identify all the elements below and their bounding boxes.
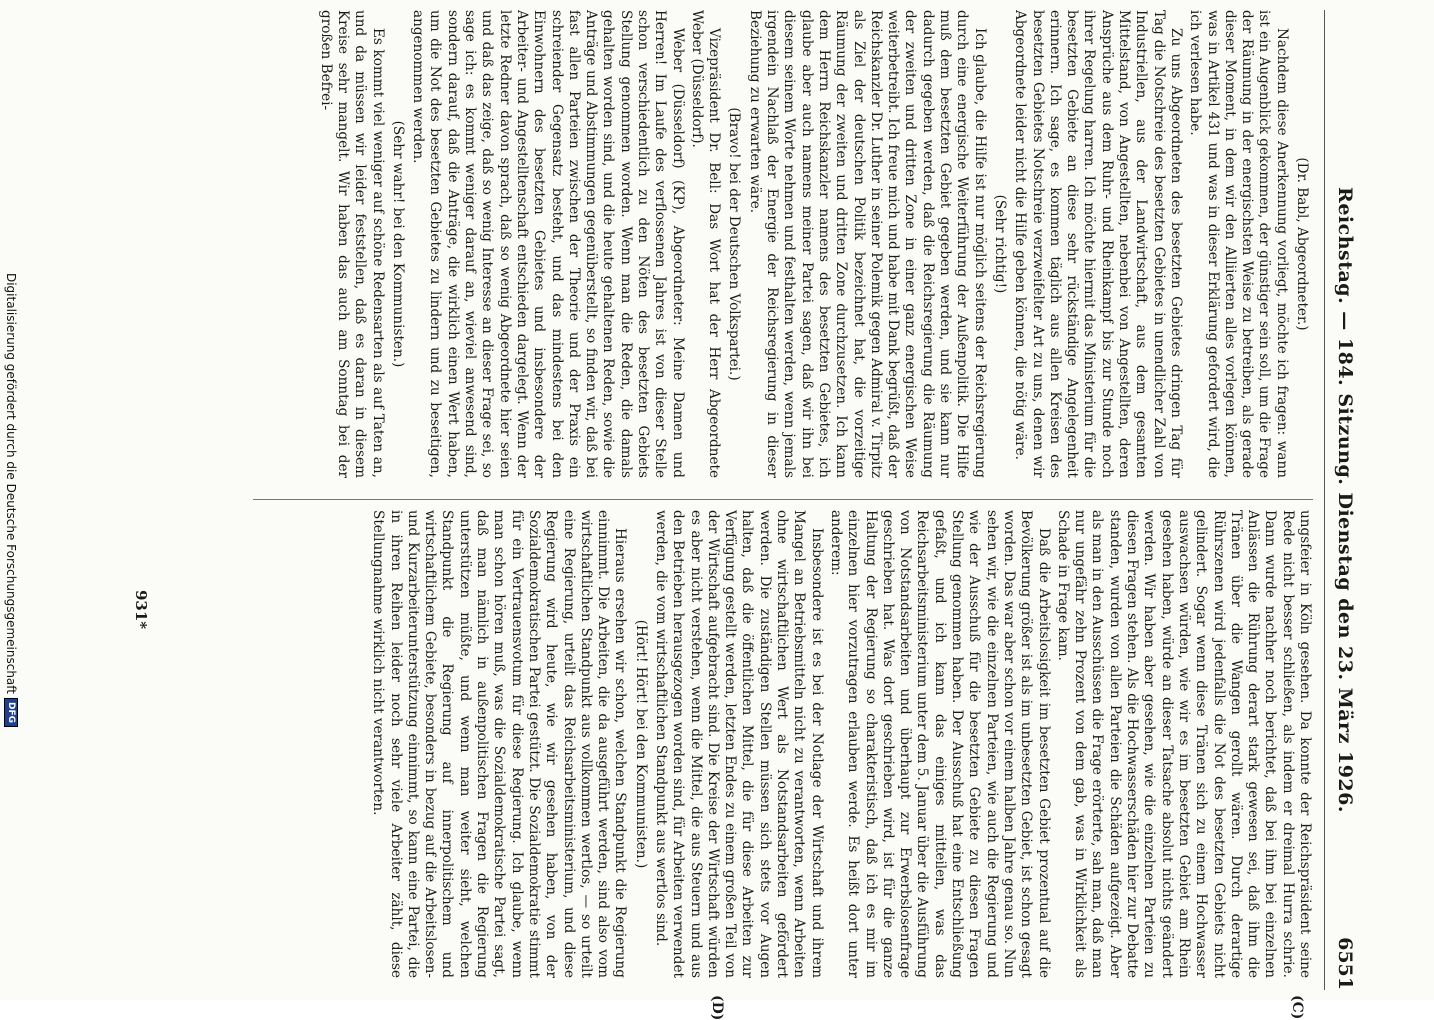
interjection: (Sehr richtig!): [991, 10, 1008, 478]
running-header: [1324, 10, 1365, 990]
digitization-strip: [0, 0, 22, 1000]
paragraph: Daß die Arbeitslosigkeit im besetzten Gebiet prozentual auf die Bevölkerung größer ist als im unbesetzten Gebiet, ist schon gesagt worden. Das war aber schon vor einem halben Jahre genau so. Nun sehen wir, wie die einzelnen Parteien, wie auch die Regierung und wie der Ausschuß für die besetzten Gebiete zu diesen Fragen Stellung genommen haben. Der Ausschuß hat eine Entschließung gefaßt, und ich kann das einiges mitteilen, was das Reichsarbeitsministerium unter dem 5. Januar über die Ausführung von Notstandsarbeiten und überhaupt zur Erwerbslosenfrage geschrieben hat. Was dort geschrieben wird, ist für die ganze Haltung der Regierung so charakteristisch, daß ich es mir im einzelnen hier vorzutragen erlauben werde. Es heißt dort unter anderem:: [827, 510, 1052, 978]
digitization-note: Digitalisierung gefördert durch die Deutsche Forschungsgemeinschaft: [4, 273, 18, 694]
digitization-credit: [4, 273, 18, 727]
header-title: Reichstag. — 184. Sitzung. Dienstag den 23. März 1926.: [1334, 90, 1356, 910]
paragraph: Hieraus ersehen wir schon, welchen Standpunkt die Regierung einnimmt. Die Arbeiten, die da ausgeführt werden, sind also vom wirtschaftlichen Standpunkt aus vollkommen wertlos, — so urteilt eine Regierung, urteilt das Reichsarbeitsministerium, und diese Regierung wird heute, wie wir gesehen haben, von der Sozialdemokratischen Partei gestützt. Die Sozialdemokratie stimmt für ein Vertrauensvotum für diese Regierung. Ich glaube, wenn man schon hören muß, was die Sozialdemokratische Partei sagt, daß man nämlich in außenpolitischen Fragen die Regierung unterstützen müßte, und wenn man weiter sieht, welchen Standpunkt die Regierung auf innerpolitischem und wirtschaftlichem Gebiete, besonders in bezug auf die Arbeitslosen- und Kurzarbeiterunterstützung einnimmt, so kann eine Partei, die in ihren Reihen leider noch sehr viele Arbeiter zählt, diese Stellungnahme wirklich nicht verantworten.: [369, 510, 628, 978]
interjection: (Dr. Babl, Abgeordneter.): [1293, 10, 1310, 478]
right-column: [173, 510, 1313, 978]
footer-page-code: 931*: [132, 590, 150, 629]
interjection: (Bravo! bei der Deutschen Volkspartei.): [725, 10, 742, 478]
margin-mark-c: (C): [1289, 995, 1305, 1019]
column-divider: [253, 499, 1313, 500]
paragraph: Weber (Düsseldorf) (KP), Abgeordneter: Meine Damen und Herren! Im Laufe des verflossenen Jahres ist von dieser Stelle schon verschiedentlich zu den Nöten des besetzten Gebiets Stellung genommen worden. Wenn man die Reden, die damals gehalten worden sind, und die heute gehaltenen Reden, sowie die Anträge und Abstimmungen gegenüberstellt, so finden wir, daß bei fast allen Parteien zwischen der Theorie und der Praxis ein schreiender Gegensatz besteht, und das mindestens bei den Einwohnern des besetzten Gebietes und insbesondere der Arbeiter- und Angestelltenschaft entschieden dargelegt. Wenn der letzte Redner davon sprach, daß so wenig Abgeordnete hier seien und daß das zeige, daß so wenig Interesse an dieser Frage sei, so sage ich: es kommt weniger darauf an, wieviel anwesend sind, sondern darauf, daß die Anträge, die wirklich einen Wert haben, um die Not des besetzten Gebietes zu lindern und zu beseitigen, angenommen werden.: [409, 10, 686, 478]
paragraph: Zu uns Abgeordneten des besetzten Gebietes dringen Tag für Tag die Notschreie des besetzten Gebietes in unendlicher Zahl von Industriellen, aus der Landwirtschaft, aus dem gesamten Mittelstand, von Angestellten, nebenbei von Angestellten, deren Ansprüche aus dem Ruhr- und Rheinkampf bis zur Stunde noch ihrer Regelung harren. Ich möchte hiermit das Ministerium für die besetzten Gebiete an diese sehr rückständige Angelegenheit erinnern. Ich sage, es kommen täglich aus allen Kreisen des besetzten Gebietes Notschreie verzweifelter Art zu uns, denen wir Abgeordnete leider nicht die Hilfe geben können, die nötig wäre.: [1011, 10, 1184, 478]
paragraph: ungsfeier in Köln gesehen. Da konnte der Reichspräsident seine Rede nicht besser schließen, als indem er dreimal Hurra schrie. Dann wurde nachher noch berichtet, daß bei ihm bei einzelnen Anlässen die Rührung derart stark gewesen sei, daß ihm die Tränen über die Wangen gerollt wären. Durch derartige Rührszenen wird jedenfalls die Not des besetzten Gebiets nicht gelindert. Sogar wenn diese Tränen sich zu einem Hochwasser auswachsen würden, wie wir es im besetzten Gebiet am Rhein gesehen haben, würde an dieser Tatsache absolut nichts geändert werden. Wir haben aber gesehen, wie die einzelnen Parteien zu diesen Fragen stehen. Als die Hochwasserschäden hier zur Debatte standen, wurden von allen Parteien die Schäden aufgezeigt. Aber als man in den Ausschüssen die Frage erörterte, sah man, daß man nur ungefähr zehn Prozent von dem gab, was in Wirklichkeit als Schade in Frage kam.: [1054, 510, 1313, 978]
dfg-logo: DFG: [4, 698, 18, 727]
margin-mark-b: [709, 0, 725, 1]
page-number: 6551: [1334, 910, 1356, 990]
paragraph: Ich glaube, die Hilfe ist nur möglich seitens der Reichsregierung durch eine energische Weiterführung der Außenpolitik. Die Hilfe muß dem besetzten Gebiet gegeben werden, und sie kann nur dadurch gegeben werden, daß die Reichsregierung die Räumung der zweiten und dritten Zone in einer ganz energischen Weise weiterbetreibt. Ich freue mich und habe mit Dank begrüßt, daß der Reichskanzler Dr. Luther in seiner Polemik gegen Admiral v. Tirpitz als Ziel der deutschen Politik bezeichnet hat, die vorzeitige Räumung der zweiten und dritten Zone durchzusetzen. Ich kann dem Herrn Reichskanzler namens des besetzten Gebietes, ich glaube aber auch namens meiner Partei sagen, daß wir ihn bei diesem seinem Worte nehmen und festhalten werden, wenn jemals irgendein Nachlaß der Energie der Reichsregierung in dieser Beziehung zu erwarten wäre.: [746, 10, 988, 478]
left-column: [173, 10, 1313, 478]
interjection: (Hört! Hört! bei den Kommunisten.): [631, 510, 648, 978]
interjection: (Sehr wahr! bei den Kommunisten.): [389, 10, 406, 478]
paragraph: Nachdem diese Anerkennung vorliegt, möchte ich fragen: wann ist ein Augenblick gekommen, der günstiger sein soll, um die Frage der Räumung in der energischsten Weise zu betreiben, als gerade dieser Moment, in dem wir den Alliierten alles vorlegen können, was in Artikel 431 und was in dieser Erklärung gefordert wird, die ich verlesen habe.: [1186, 10, 1290, 478]
paragraph: Insbesondere ist es bei der Notlage der Wirtschaft und ihrem Mangel an Betriebsmitteln nicht zu verantworten, wenn Arbeiten ohne wirtschaftlichen Wert als Notstandsarbeiten gefördert werden. Die zuständigen Stellen müssen sich stets vor Augen halten, daß die öffentlichen Mittel, die für diese Arbeiten zur Verfügung gestellt werden, letzten Endes zu einem großen Teil von der Wirtschaft aufgebracht sind. Die Kreise der Wirtschaft würden es aber nicht verstehen, wenn die Mittel, die aus Steuern und aus den Betrieben herausgezogen worden sind, für Arbeiten verwendet werden, die vom wirtschaftlichen Standpunkt aus wertlos sind.: [652, 510, 825, 978]
paragraph: Vizepräsident Dr. Bell: Das Wort hat der Herr Abgeordnete Weber (Düsseldorf).: [688, 10, 723, 478]
margin-mark-d: (D): [709, 995, 725, 1020]
rotated-page: [75, 10, 1365, 990]
paragraph: Es kommt viel weniger auf schöne Redensarten als auf Taten an, und da müssen wir leider feststellen, daß es daran in diesem Kreise sehr mangelt. Wir haben das auch am Sonntag bei der großen Befrei-: [316, 10, 385, 478]
